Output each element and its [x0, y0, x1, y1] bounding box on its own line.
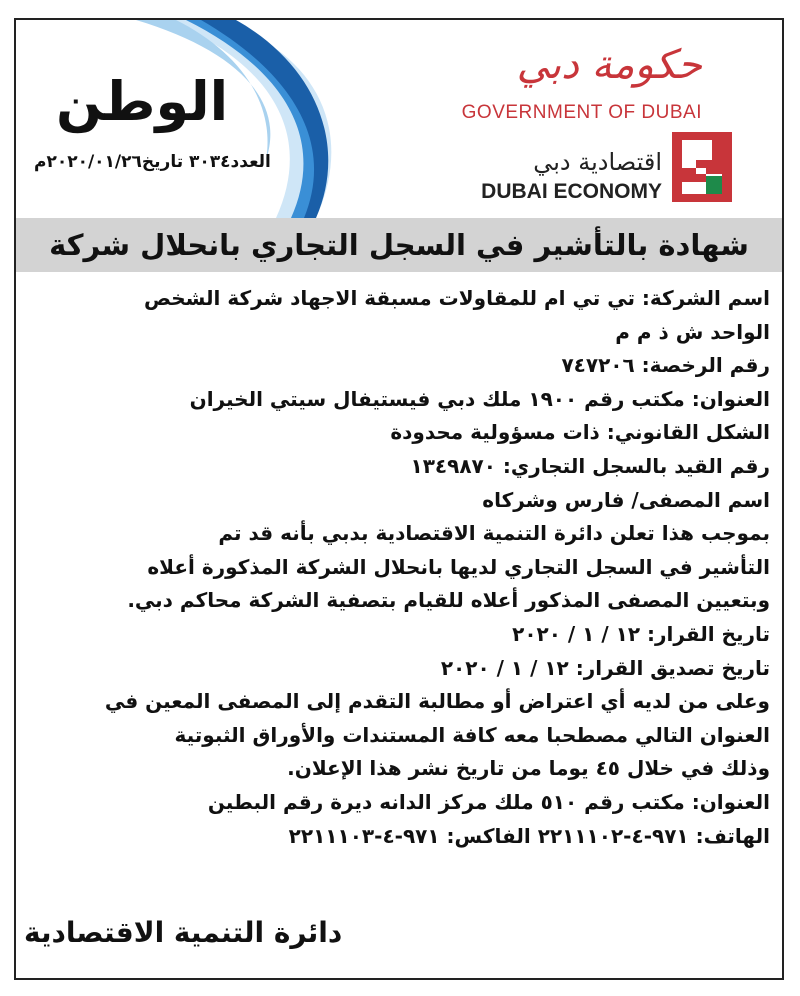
- notice-line: رقم الرخصة: ٧٤٧٢٠٦: [561, 353, 770, 378]
- notice-line: تاريخ القرار: ١٢ / ١ / ٢٠٢٠: [512, 621, 770, 646]
- notice-line: بموجب هذا تعلن دائرة التنمية الاقتصادية بدبي بأنه قد تم: [218, 521, 770, 546]
- notice-line: التأشير في السجل التجاري لديها بانحلال الشركة المذكورة أعلاه: [147, 554, 770, 579]
- notice-line: العنوان: مكتب رقم ١٩٠٠ ملك دبي فيستيفال سيتي الخيران: [189, 386, 770, 411]
- notice-line: الهاتف: ٩٧١-٤-٢٢١١١٠٢ الفاكس: ٩٧١-٤-٢٢١١١٠٣: [288, 823, 770, 848]
- notice-title: شهادة بالتأشير في السجل التجاري بانحلال شركة: [16, 218, 782, 272]
- newspaper-name: الوطن: [56, 70, 229, 133]
- issue-line: العدد٣٠٣٤ تاريخ٢٠٢٠/٠١/٢٦م: [34, 152, 271, 172]
- government-name-en: GOVERNMENT OF DUBAI: [461, 102, 702, 123]
- notice-line: اسم المصفى/ فارس وشركاه: [482, 487, 770, 512]
- department-name-en: DUBAI ECONOMY: [481, 180, 662, 203]
- notice-line: تاريخ تصديق القرار: ١٢ / ١ / ٢٠٢٠: [440, 655, 770, 680]
- government-name-ar: حكومة دبي: [516, 42, 702, 88]
- notice-line: وذلك في خلال ٤٥ يوما من تاريخ نشر هذا الإعلان.: [287, 756, 770, 781]
- notice-line: العنوان: مكتب رقم ٥١٠ ملك مركز الدانه ديرة رقم البطين: [207, 789, 770, 814]
- header: [16, 20, 782, 218]
- notice-line: اسم الشركة: تي تي ام للمقاولات مسبقة الاجهاد شركة الشخص: [143, 286, 770, 310]
- notice-line: الواحد ش ذ م م: [615, 319, 770, 344]
- notice-line: العنوان التالي مصطحبا معه كافة المستندات والأوراق الثبوتية: [174, 722, 770, 747]
- notice-frame: [14, 18, 784, 980]
- signature: دائرة التنمية الاقتصادية: [24, 916, 343, 949]
- notice-line: وبتعيين المصفى المذكور أعلاه للقيام بتصفية الشركة محاكم دبي.: [127, 588, 770, 613]
- notice-body: [16, 282, 782, 853]
- dubai-economy-logo-icon: [672, 132, 732, 202]
- notice-line: وعلى من لديه أي اعتراض أو مطالبة التقدم إلى المصفى المعين في: [104, 689, 770, 714]
- notice-line: الشكل القانوني: ذات مسؤولية محدودة: [390, 420, 770, 445]
- department-name-ar: اقتصادية دبي: [533, 148, 662, 176]
- notice-line: رقم القيد بالسجل التجاري: ١٣٤٩٨٧٠: [410, 453, 770, 478]
